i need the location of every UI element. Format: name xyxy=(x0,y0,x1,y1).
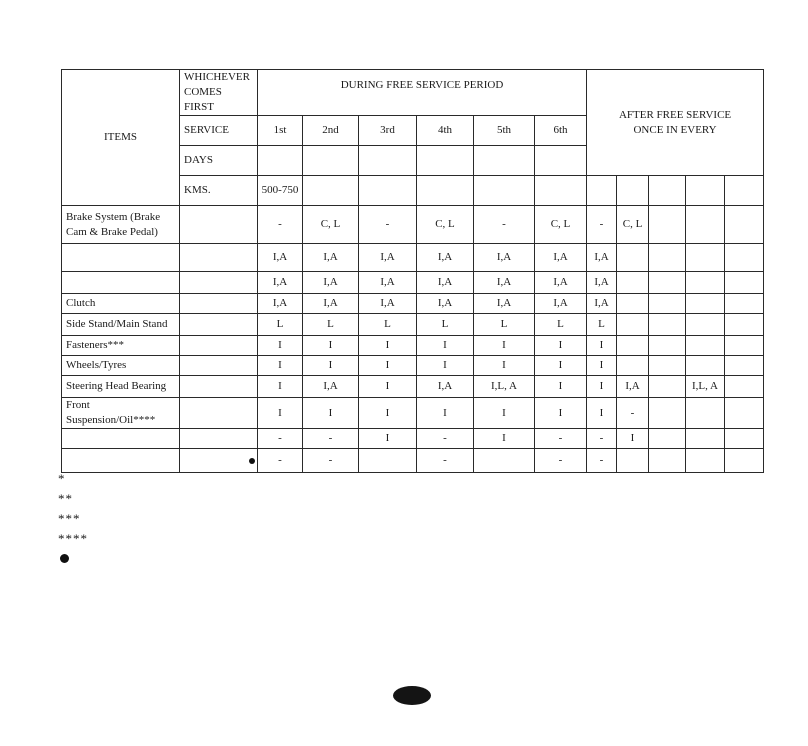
schedule-cell xyxy=(649,294,686,314)
schedule-cell: I,A xyxy=(535,294,587,314)
schedule-cell: - xyxy=(258,449,303,473)
schedule-cell: I,A xyxy=(359,272,417,294)
schedule-cell: I,A xyxy=(417,376,474,398)
days-label: DAYS xyxy=(180,146,258,176)
schedule-cell: I,L, A xyxy=(474,376,535,398)
item-cell xyxy=(62,244,180,272)
schedule-cell xyxy=(725,398,764,429)
kms-cell xyxy=(535,176,587,206)
schedule-cell: L xyxy=(303,314,359,336)
schedule-cell: C, L xyxy=(417,206,474,244)
schedule-cell xyxy=(649,244,686,272)
after-free-service-header: AFTER FREE SERVICE ONCE IN EVERY xyxy=(587,70,764,176)
schedule-cell: I xyxy=(359,398,417,429)
schedule-cell: I xyxy=(303,336,359,356)
kms-label: KMS. xyxy=(180,176,258,206)
schedule-cell xyxy=(686,244,725,272)
table-row xyxy=(62,244,764,272)
schedule-cell: I xyxy=(587,376,617,398)
schedule-cell: - xyxy=(417,449,474,473)
schedule-cell: I xyxy=(535,398,587,429)
whichever-cell xyxy=(180,272,258,294)
schedule-cell: - xyxy=(303,449,359,473)
schedule-cell: I,A xyxy=(359,244,417,272)
schedule-cell: C, L xyxy=(535,206,587,244)
table-row xyxy=(62,356,764,376)
item-cell xyxy=(62,429,180,449)
schedule-cell xyxy=(359,449,417,473)
schedule-cell: I,A xyxy=(417,294,474,314)
schedule-cell: - xyxy=(303,429,359,449)
kms-cell xyxy=(587,176,617,206)
schedule-cell xyxy=(617,294,649,314)
schedule-cell: L xyxy=(587,314,617,336)
schedule-cell xyxy=(686,398,725,429)
schedule-cell: - xyxy=(535,449,587,473)
schedule-cell: I,A xyxy=(258,244,303,272)
footnote-dot xyxy=(58,549,88,569)
schedule-cell xyxy=(686,314,725,336)
service-number-cell: 3rd xyxy=(359,116,417,146)
schedule-cell: - xyxy=(474,206,535,244)
whichever-cell xyxy=(180,398,258,429)
schedule-cell: I xyxy=(587,336,617,356)
schedule-cell: I,L, A xyxy=(686,376,725,398)
schedule-cell: I,A xyxy=(474,244,535,272)
service-number-cell: 1st xyxy=(258,116,303,146)
schedule-cell xyxy=(649,314,686,336)
schedule-cell xyxy=(649,356,686,376)
service-number-cell: 2nd xyxy=(303,116,359,146)
schedule-cell: I,A xyxy=(587,294,617,314)
item-cell: Side Stand/Main Stand xyxy=(62,314,180,336)
schedule-cell xyxy=(686,294,725,314)
schedule-cell xyxy=(725,376,764,398)
kms-cell xyxy=(686,176,725,206)
item-cell: Front Suspension/Oil**** xyxy=(62,398,180,429)
item-cell: Fasteners*** xyxy=(62,336,180,356)
schedule-cell xyxy=(649,429,686,449)
schedule-cell: I,A xyxy=(258,272,303,294)
kms-cell xyxy=(417,176,474,206)
schedule-cell: I xyxy=(617,429,649,449)
schedule-cell xyxy=(617,449,649,473)
schedule-cell: L xyxy=(474,314,535,336)
service-number-cell: 6th xyxy=(535,116,587,146)
schedule-cell: I xyxy=(258,356,303,376)
page-number-badge xyxy=(393,686,431,705)
item-cell: Clutch xyxy=(62,294,180,314)
schedule-cell: I xyxy=(535,356,587,376)
kms-cell: 500-750 xyxy=(258,176,303,206)
days-cell xyxy=(535,146,587,176)
days-cell xyxy=(417,146,474,176)
whichever-cell xyxy=(180,244,258,272)
schedule-cell xyxy=(725,272,764,294)
schedule-cell: I xyxy=(587,398,617,429)
schedule-cell xyxy=(649,336,686,356)
schedule-cell: I xyxy=(258,336,303,356)
schedule-cell: - xyxy=(359,206,417,244)
service-number-cell: 5th xyxy=(474,116,535,146)
schedule-cell xyxy=(725,206,764,244)
schedule-cell xyxy=(686,272,725,294)
bullet-icon xyxy=(60,554,69,563)
schedule-rows xyxy=(62,206,764,473)
whichever-cell xyxy=(180,206,258,244)
schedule-cell xyxy=(649,206,686,244)
schedule-cell xyxy=(649,272,686,294)
schedule-cell xyxy=(649,398,686,429)
kms-cell xyxy=(617,176,649,206)
schedule-cell: I xyxy=(474,356,535,376)
schedule-cell xyxy=(725,314,764,336)
schedule-cell: I,A xyxy=(359,294,417,314)
schedule-cell xyxy=(725,429,764,449)
days-cell xyxy=(359,146,417,176)
table-row xyxy=(62,314,764,336)
days-cell xyxy=(258,146,303,176)
schedule-cell: I xyxy=(474,398,535,429)
schedule-cell: I,A xyxy=(587,272,617,294)
schedule-cell: C, L xyxy=(617,206,649,244)
schedule-cell: - xyxy=(417,429,474,449)
schedule-cell: - xyxy=(535,429,587,449)
schedule-cell: C, L xyxy=(303,206,359,244)
table-row xyxy=(62,336,764,356)
service-label: SERVICE xyxy=(180,116,258,146)
whichever-cell xyxy=(180,314,258,336)
schedule-cell: - xyxy=(258,206,303,244)
item-cell: Brake System (Brake Cam & Brake Pedal) xyxy=(62,206,180,244)
footnote: **** xyxy=(58,531,88,546)
schedule-cell: L xyxy=(535,314,587,336)
free-service-header: DURING FREE SERVICE PERIOD xyxy=(258,70,587,116)
schedule-cell xyxy=(725,336,764,356)
schedule-cell: I,A xyxy=(617,376,649,398)
schedule-cell: I xyxy=(359,376,417,398)
schedule-cell: I,A xyxy=(417,272,474,294)
item-cell xyxy=(62,272,180,294)
kms-cell xyxy=(303,176,359,206)
footnote: ** xyxy=(58,491,73,506)
maintenance-schedule-table xyxy=(61,69,764,473)
whichever-label: WHICHEVER COMES FIRST xyxy=(180,70,258,116)
schedule-cell: I,A xyxy=(303,294,359,314)
schedule-cell: I,A xyxy=(303,376,359,398)
whichever-cell xyxy=(180,449,258,473)
schedule-cell: I,A xyxy=(303,272,359,294)
days-cell xyxy=(474,146,535,176)
schedule-cell: I xyxy=(535,376,587,398)
schedule-cell xyxy=(617,272,649,294)
schedule-cell: I xyxy=(417,336,474,356)
kms-cell xyxy=(725,176,764,206)
schedule-cell: I,A xyxy=(535,272,587,294)
table-row xyxy=(62,376,764,398)
item-cell: Wheels/Tyres xyxy=(62,356,180,376)
schedule-cell xyxy=(649,449,686,473)
schedule-cell: I xyxy=(359,356,417,376)
schedule-cell: I xyxy=(417,398,474,429)
whichever-cell xyxy=(180,336,258,356)
table-row xyxy=(62,449,764,473)
days-cell xyxy=(303,146,359,176)
item-cell: Steering Head Bearing xyxy=(62,376,180,398)
schedule-cell: I xyxy=(258,376,303,398)
schedule-cell: I xyxy=(474,336,535,356)
items-header: ITEMS xyxy=(62,70,180,206)
schedule-cell: I,A xyxy=(587,244,617,272)
schedule-cell xyxy=(474,449,535,473)
whichever-cell xyxy=(180,294,258,314)
schedule-cell: I xyxy=(258,398,303,429)
schedule-cell: I,A xyxy=(303,244,359,272)
bullet-icon xyxy=(249,458,255,464)
table-row xyxy=(62,429,764,449)
whichever-cell xyxy=(180,429,258,449)
footnote: * xyxy=(58,471,66,486)
schedule-cell: - xyxy=(587,449,617,473)
schedule-cell xyxy=(686,429,725,449)
footnotes xyxy=(58,469,88,569)
kms-cell xyxy=(474,176,535,206)
schedule-cell: I,A xyxy=(474,294,535,314)
table-row xyxy=(62,206,764,244)
schedule-cell: L xyxy=(258,314,303,336)
schedule-cell: I xyxy=(535,336,587,356)
whichever-cell xyxy=(180,356,258,376)
schedule-cell: I xyxy=(303,398,359,429)
footnote: *** xyxy=(58,511,81,526)
schedule-cell xyxy=(686,336,725,356)
schedule-cell: I xyxy=(417,356,474,376)
whichever-cell xyxy=(180,376,258,398)
schedule-cell: I,A xyxy=(474,272,535,294)
schedule-cell: I xyxy=(359,336,417,356)
schedule-cell: I,A xyxy=(417,244,474,272)
schedule-cell: I xyxy=(474,429,535,449)
schedule-cell: L xyxy=(417,314,474,336)
schedule-cell: I,A xyxy=(535,244,587,272)
service-number-cell: 4th xyxy=(417,116,474,146)
schedule-cell: I,A xyxy=(258,294,303,314)
schedule-cell xyxy=(725,449,764,473)
schedule-cell xyxy=(686,449,725,473)
schedule-cell: L xyxy=(359,314,417,336)
schedule-cell: - xyxy=(258,429,303,449)
schedule-cell xyxy=(617,336,649,356)
table-row xyxy=(62,398,764,429)
schedule-cell xyxy=(617,356,649,376)
schedule-cell: I xyxy=(303,356,359,376)
table-row xyxy=(62,272,764,294)
schedule-cell: I xyxy=(359,429,417,449)
schedule-cell xyxy=(725,356,764,376)
schedule-cell xyxy=(617,244,649,272)
schedule-cell: - xyxy=(587,429,617,449)
schedule-cell xyxy=(725,294,764,314)
schedule-cell: I xyxy=(587,356,617,376)
schedule-cell xyxy=(617,314,649,336)
schedule-cell xyxy=(725,244,764,272)
schedule-cell xyxy=(686,206,725,244)
kms-cell xyxy=(359,176,417,206)
kms-cell xyxy=(649,176,686,206)
schedule-cell: - xyxy=(617,398,649,429)
table-row xyxy=(62,294,764,314)
schedule-cell xyxy=(649,376,686,398)
schedule-cell xyxy=(686,356,725,376)
schedule-cell: - xyxy=(587,206,617,244)
